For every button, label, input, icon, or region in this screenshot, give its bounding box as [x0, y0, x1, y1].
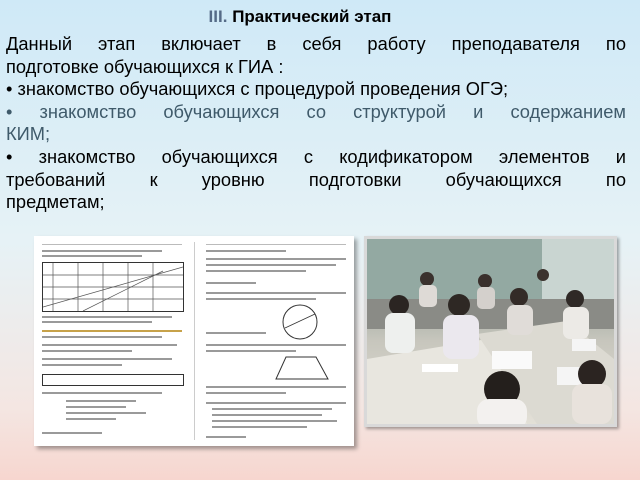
bullet-line: • знакомство обучающихся со структурой и содержанием [6, 100, 626, 122]
bullet-line: КИМ; [6, 123, 51, 145]
bullet-structure [6, 101, 626, 146]
exam-worksheets-image [34, 236, 354, 446]
title-number: III. [208, 7, 228, 26]
paragraph-line: Данный этап включает в себя работу преподавателя по [6, 33, 626, 54]
paragraph-intro [6, 33, 626, 78]
worksheet-page-left [36, 240, 188, 442]
bullet-line: предметам; [6, 191, 105, 213]
bullet-line: • знакомство обучающихся с процедурой проведения ОГЭ; [6, 78, 509, 100]
graph-grid [42, 262, 184, 312]
circle-figure [280, 302, 320, 342]
trapezoid-figure [272, 354, 332, 382]
bullet-line: • знакомство обучающихся с кодификатором элементов и [6, 145, 626, 167]
slide-title [0, 7, 600, 27]
title-text: Практический этап [232, 7, 392, 26]
slide-body [6, 33, 626, 214]
paragraph-line: подготовке обучающихся к ГИА : [6, 55, 284, 77]
bullet-codifier [6, 146, 626, 214]
students-exam-photo [364, 236, 617, 427]
bullet-procedure [6, 78, 626, 101]
bullet-line: требований к уровню подготовки обучающихся по [6, 168, 626, 190]
worksheet-page-right [200, 240, 352, 442]
